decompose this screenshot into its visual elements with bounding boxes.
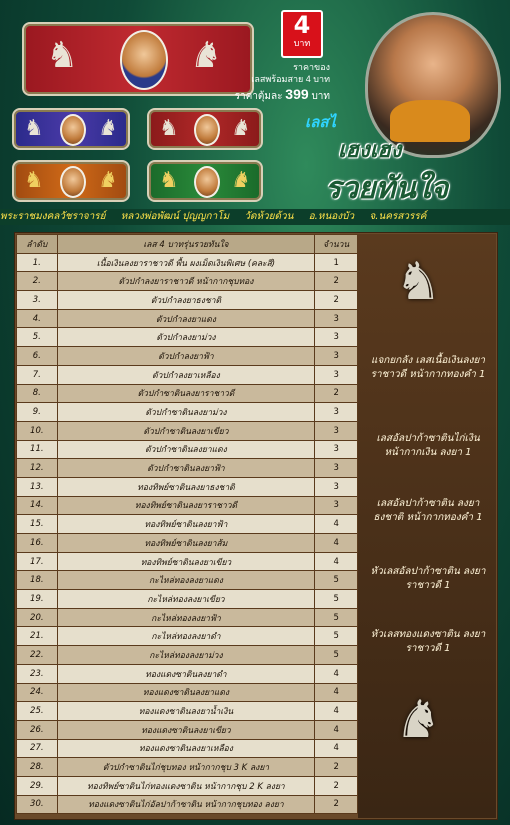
table-row (17, 739, 358, 758)
rooster-icon: ♞ (98, 116, 118, 141)
row-quantity: 2 (315, 758, 358, 777)
side-note: แจกยกลัง เลสเนื้อเงินลงยาราชาวดี หน้ากากทองคำ 1 (370, 355, 486, 380)
monk-medallion (60, 166, 86, 198)
side-note: หัวเลสอัลปาก้าซาติน ลงยาราชาวดี 1 (370, 566, 486, 591)
row-item: กะไหล่ทองลงยาแดง (57, 571, 315, 590)
row-item: ตัวปกำซาตินลงยาแดง (57, 440, 315, 459)
row-item: ตัวปกำซาตินลงยาม่วง (57, 403, 315, 422)
table-row (17, 795, 358, 814)
row-item: ตัวปกำซาตินลงยาเขียว (57, 421, 315, 440)
row-item: ทองแดงซาตินลงยาน้ำเงิน (57, 702, 315, 721)
monk-medallion (194, 114, 220, 146)
row-item: ทองแดงซาตินลงยาดำ (57, 664, 315, 683)
table-row (17, 758, 358, 777)
row-quantity: 3 (315, 421, 358, 440)
row-number: 30. (17, 795, 58, 814)
row-item: ตัวปกำลงยาแดง (57, 309, 315, 328)
row-item: ทองแดงซาตินลงยาแดง (57, 683, 315, 702)
row-quantity: 4 (315, 683, 358, 702)
row-number: 2. (17, 272, 58, 291)
table-row (17, 253, 358, 272)
row-number: 11. (17, 440, 58, 459)
title-tag: เลสไ (305, 113, 337, 131)
row-quantity: 5 (315, 608, 358, 627)
row-quantity: 5 (315, 646, 358, 665)
row-number: 8. (17, 384, 58, 403)
row-number: 27. (17, 739, 58, 758)
table-row (17, 272, 358, 291)
header-no: ลำดับ (17, 235, 58, 254)
row-item: ทองทิพย์ซาตินลงยาราชาวดี (57, 496, 315, 515)
weight-number: 4 (293, 11, 311, 39)
table-row (17, 365, 358, 384)
amulet-image-large (22, 22, 254, 96)
row-number: 5. (17, 328, 58, 347)
row-quantity: 3 (315, 496, 358, 515)
price-label: ราคาของ (293, 62, 330, 72)
row-number: 1. (17, 253, 58, 272)
row-item: เนื้อเงินลงยาราชาวดี พื้น ผงเม็ดเงินพิเศษ (คละสี) (57, 253, 315, 272)
row-item: ตัวปกำลงยาราชาวดี หน้ากากชุบทอง (57, 272, 315, 291)
row-quantity: 2 (315, 291, 358, 310)
rooster-icon: ♞ (46, 35, 79, 76)
price-prefix: ราคาตุ้มละ (234, 91, 283, 102)
price-per-item (235, 86, 330, 104)
rooster-icon: ♞ (159, 168, 179, 193)
amulet-image-blue (12, 108, 130, 150)
title-line-1: เฮงเฮง (338, 138, 402, 163)
weight-unit: บาท (293, 39, 311, 49)
table-row (17, 702, 358, 721)
title-line-2: รวยทันใจ (325, 171, 449, 206)
row-number: 29. (17, 776, 58, 795)
table-row (17, 403, 358, 422)
row-quantity: 3 (315, 328, 358, 347)
rooster-icon: ♞ (395, 252, 442, 312)
row-item: ตัวปกำลงยาม่วง (57, 328, 315, 347)
table-row (17, 608, 358, 627)
rooster-icon: ♞ (231, 168, 251, 193)
table-row (17, 347, 358, 366)
row-quantity: 4 (315, 720, 358, 739)
row-item: กะไหล่ทองลงยาม่วง (57, 646, 315, 665)
row-quantity: 3 (315, 365, 358, 384)
row-item: ทองแดงซาตินไก่อัลปาก้าซาติน หน้ากากชุบทอง ลงยา (57, 795, 315, 814)
row-quantity: 4 (315, 552, 358, 571)
weight-badge (281, 10, 323, 58)
row-number: 19. (17, 590, 58, 609)
amulet-image-red (147, 108, 263, 150)
row-number: 3. (17, 291, 58, 310)
row-number: 4. (17, 309, 58, 328)
table-row (17, 328, 358, 347)
row-item: กะไหล่ทองลงยาฟ้า (57, 608, 315, 627)
row-item: ตัวปกำลงยาฟ้า (57, 347, 315, 366)
row-item: กะไหล่ทองลงยาดำ (57, 627, 315, 646)
row-number: 12. (17, 459, 58, 478)
table-row (17, 646, 358, 665)
row-number: 22. (17, 646, 58, 665)
subtitle-part: วัดห้วยด้วน (244, 211, 294, 222)
row-item: ทองแดงซาตินลงยาเขียว (57, 720, 315, 739)
row-item: ตัวปกำลงยาเหลือง (57, 365, 315, 384)
table-row (17, 571, 358, 590)
row-item: ทองทิพย์ซาตินลงยาธงชาติ (57, 477, 315, 496)
row-item: ทองทิพย์ซาตินลงยาส้ม (57, 534, 315, 553)
subtitle-strip (0, 209, 510, 225)
monk-medallion (194, 166, 220, 198)
subtitle-part: จ.นครสวรรค์ (369, 211, 427, 222)
table-header-row (17, 235, 358, 254)
row-number: 26. (17, 720, 58, 739)
row-quantity: 3 (315, 477, 358, 496)
monk-medallion (120, 30, 168, 90)
side-note: เลสอัลปาก้าซาตินไก่เงิน หน้ากากเงิน ลงยา 1 (376, 433, 480, 458)
row-number: 6. (17, 347, 58, 366)
row-quantity: 5 (315, 571, 358, 590)
row-number: 18. (17, 571, 58, 590)
side-note: เลสอัลปาก้าซาติน ลงยา ธงชาติ หน้ากากทองคำ 1 (373, 498, 483, 523)
row-number: 13. (17, 477, 58, 496)
header-item: เลส 4 บาทรุ่นรวยทันใจ (57, 235, 315, 254)
row-item: ทองทิพย์ซาตินไก่ทองแดงซาติน หน้ากากชุบ 2 K ลงยา (57, 776, 315, 795)
row-item: ตัวปกำลงยาธงชาติ (57, 291, 315, 310)
subtitle-part: พระราชมงคลวัชราจารย์ (0, 211, 106, 222)
table-row (17, 515, 358, 534)
row-quantity: 3 (315, 309, 358, 328)
table-row (17, 534, 358, 553)
row-number: 21. (17, 627, 58, 646)
row-quantity: 4 (315, 515, 358, 534)
table-row (17, 627, 358, 646)
side-note: หัวเลสทองแดงซาติน ลงยาราชาวดี 1 (370, 629, 486, 654)
row-item: ทองทิพย์ซาตินลงยาฟ้า (57, 515, 315, 534)
table-row (17, 459, 358, 478)
row-quantity: 1 (315, 253, 358, 272)
table-row (17, 683, 358, 702)
rooster-icon: ♞ (395, 690, 442, 750)
row-quantity: 2 (315, 272, 358, 291)
price-value: 399 (285, 86, 309, 102)
row-number: 14. (17, 496, 58, 515)
amulet-image-green (147, 160, 263, 202)
price-description: เลสพร้อมสาย 4 บาท (251, 74, 330, 84)
row-quantity: 5 (315, 590, 358, 609)
row-quantity: 3 (315, 440, 358, 459)
row-quantity: 3 (315, 459, 358, 478)
price-suffix: บาท (311, 91, 330, 102)
row-quantity: 2 (315, 384, 358, 403)
row-number: 9. (17, 403, 58, 422)
row-number: 24. (17, 683, 58, 702)
row-quantity: 5 (315, 627, 358, 646)
row-quantity: 4 (315, 739, 358, 758)
table-row (17, 720, 358, 739)
row-number: 25. (17, 702, 58, 721)
row-item: ตัวปกำซาตินไก่ชุบทอง หน้ากากชุบ 3 K ลงยา (57, 758, 315, 777)
row-quantity: 2 (315, 795, 358, 814)
table-row (17, 664, 358, 683)
row-item: ตัวปกำซาตินลงยาฟ้า (57, 459, 315, 478)
row-number: 17. (17, 552, 58, 571)
amulet-image-orange (12, 160, 130, 202)
table-row (17, 384, 358, 403)
row-number: 20. (17, 608, 58, 627)
table-row (17, 309, 358, 328)
row-number: 28. (17, 758, 58, 777)
row-number: 23. (17, 664, 58, 683)
table-row (17, 552, 358, 571)
row-item: ทองทิพย์ซาตินลงยาเขียว (57, 552, 315, 571)
table-row (17, 776, 358, 795)
row-quantity: 3 (315, 403, 358, 422)
rooster-icon: ♞ (24, 116, 44, 141)
subtitle-part: หลวงพ่อพัฒน์ ปุญญกาโม (120, 211, 230, 222)
row-item: ตัวปกำซาตินลงยาราชาวดี (57, 384, 315, 403)
row-number: 7. (17, 365, 58, 384)
row-number: 16. (17, 534, 58, 553)
header-qty: จำนวน (315, 235, 358, 254)
row-quantity: 4 (315, 702, 358, 721)
row-number: 10. (17, 421, 58, 440)
rooster-icon: ♞ (159, 116, 179, 141)
monk-robe (390, 100, 470, 142)
table-row (17, 496, 358, 515)
table-row (17, 590, 358, 609)
item-table (16, 234, 358, 814)
row-item: ทองแดงซาตินลงยาเหลือง (57, 739, 315, 758)
row-number: 15. (17, 515, 58, 534)
table-row (17, 291, 358, 310)
rooster-icon: ♞ (190, 35, 223, 76)
monk-medallion (60, 114, 86, 146)
subtitle-part: อ.หนองบัว (308, 211, 355, 222)
row-quantity: 3 (315, 347, 358, 366)
table-row (17, 421, 358, 440)
rooster-icon: ♞ (98, 168, 118, 193)
rooster-icon: ♞ (231, 116, 251, 141)
row-item: กะไหล่ทองลงยาเขียว (57, 590, 315, 609)
rooster-icon: ♞ (24, 168, 44, 193)
row-quantity: 4 (315, 534, 358, 553)
table-row (17, 440, 358, 459)
table-row (17, 477, 358, 496)
row-quantity: 2 (315, 776, 358, 795)
row-quantity: 4 (315, 664, 358, 683)
